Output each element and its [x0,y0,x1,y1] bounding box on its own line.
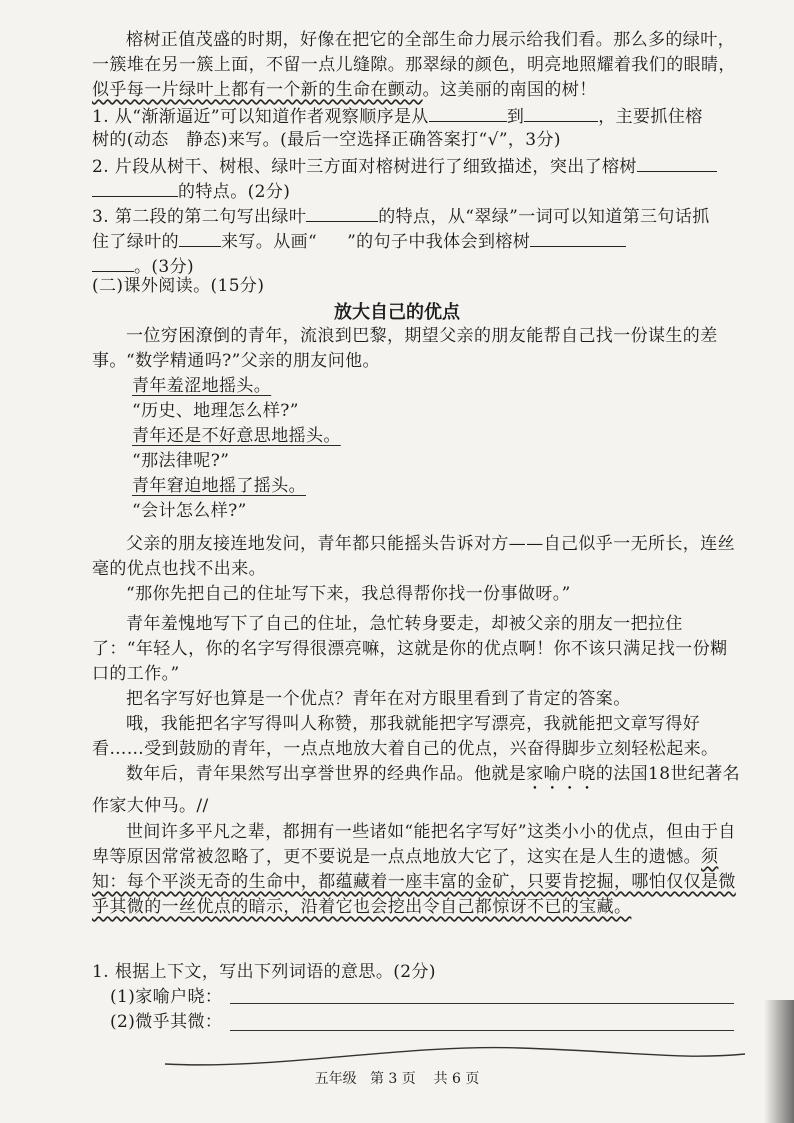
question-3-line-3: 。(3分) [92,253,194,280]
answer-label-2: (2)微乎其微： [110,1012,223,1032]
footer-grade: 五年级 [314,1071,357,1087]
passage-paragraph [92,28,744,103]
answer-blank[interactable] [530,228,626,247]
article-title: 放大自己的优点 [334,302,460,323]
wavy-mark [317,230,347,255]
footer-page: 第 3 页 [369,1071,416,1087]
dotted-word: 家喻户晓 [526,764,596,784]
answer-line[interactable] [230,1029,734,1031]
answer-blank[interactable] [92,253,134,272]
story-paragraph: 把名字写好也算是一个优点？青年在对方眼里看到了肯定的答案。 [126,689,631,709]
answer-label-1: (1)家喻户晓： [110,987,223,1007]
story-paragraph: 数年后，青年果然写出享誉世界的经典作品。他就是家喻户晓的法国18世纪著名作家大仲马。// [92,764,741,816]
underlined-line: 青年羞涩地摇头。 [132,376,272,396]
question-1-line-1: 1. 从“渐渐逼近”可以知道作者观察顺序是从 到 ，主要抓住榕 [92,103,703,130]
page-footer [0,1068,794,1088]
story-paragraph: “那你先把自己的住址写下来，我总得帮你找一份事做呀。” [126,584,571,604]
dialogue-line: “那法律呢?” [132,451,230,471]
answer-blank[interactable] [524,103,598,122]
scan-edge-shadow [764,1000,794,1123]
passage-text-end: 。这美丽的南国的树！ [422,80,597,100]
question-2-line-2: 的特点。(2分) [92,178,290,205]
handwritten-curve [160,1040,750,1070]
question-3-line-1: 3. 第二段的第二句写出绿叶 的特点，从“翠绿”一词可以知道第三句话抓 [92,203,710,230]
story-paragraph: 哦，我能把名字写得叫人称赞，那我就能把字写漂亮，我就能把文章写得好看……受到鼓励的青年，一点点地放大着自己的优点，兴奋得脚步立刻轻松起来。 [92,714,719,759]
story-paragraph: 父亲的朋友接连地发问，青年都只能摇头告诉对方——自己似乎一无所长，连丝毫的优点也找不出来。 [92,534,735,579]
wavy-underlined-sentence: 须知：每个平淡无奇的生命中，都蕴藏着一座丰富的金矿，只要肯挖掘，哪怕仅仅是微乎其微的一丝优点的暗示，沿着它也会挖出令自己都惊讶不已的宝藏。 [92,847,736,917]
story-paragraph: 一位穷困潦倒的青年，流浪到巴黎，期望父亲的朋友能帮自己找一份谋生的差事。 [92,326,718,371]
wavy-underlined-sentence: 似乎每一片绿叶上都有一个新的生命在颤动 [92,80,423,100]
answer-blank[interactable] [92,178,178,197]
answer-blank[interactable] [429,103,507,122]
question-2-1: 1. 根据上下文，写出下列词语的意思。(2分) [92,962,436,982]
passage-text: 榕树正值茂盛的时期，好像在把它的全部生命力展示给我们看。那么多的绿叶，一簇堆在另一簇上面，不留一点儿缝隙。那翠绿的颜色，明亮地照耀着我们的眼睛， [92,30,736,75]
question-1-line-2: 树的(动态 静态)来写。(最后一空选择正确答案打“√”，3分) [92,130,561,150]
answer-blank[interactable] [306,203,378,222]
question-3-line-2: 住了绿叶的 来写。从画“ ”的句子中我体会到榕树 [92,228,626,255]
section-heading: (二)课外阅读。(15分) [92,276,265,296]
dialogue-line: “数学精通吗?”父亲的朋友问他。 [126,351,380,371]
question-2-line-1: 2. 片段从树干、树根、绿叶三方面对榕树进行了细致描述，突出了榕树 [92,153,717,180]
story-paragraph: 青年羞愧地写下了自己的住址，急忙转身要走，却被父亲的朋友一把拉住了：“年轻人，你的名字写得很漂亮嘛，这就是你的优点啊！你不该只满足找一份糊口的工作。” [92,614,728,684]
answer-blank[interactable] [637,153,717,172]
dialogue-line: “会计怎么样?” [132,501,247,521]
story-paragraph: 世间许多平凡之辈，都拥有一些诸如“能把名字写好”这类小小的优点，但由于自卑等原因常常被忽略了，更不要说是一点点地放大它了，这实在是人生的遗憾。须知：每个平淡无奇的生命中，都蕴藏着一座丰富的金矿，只要肯挖掘，哪怕仅仅是微乎其微的一丝优点的暗示，沿着它也会挖出令自己都惊讶不已的宝藏。 [92,822,736,917]
underlined-line: 青年窘迫地摇了摇头。 [132,476,306,496]
underlined-line: 青年还是不好意思地摇头。 [132,426,341,446]
answer-line[interactable] [230,1002,734,1004]
answer-blank[interactable] [179,228,221,247]
dialogue-line: “历史、地理怎么样?” [132,401,299,421]
footer-total: 共 6 页 [433,1071,480,1087]
